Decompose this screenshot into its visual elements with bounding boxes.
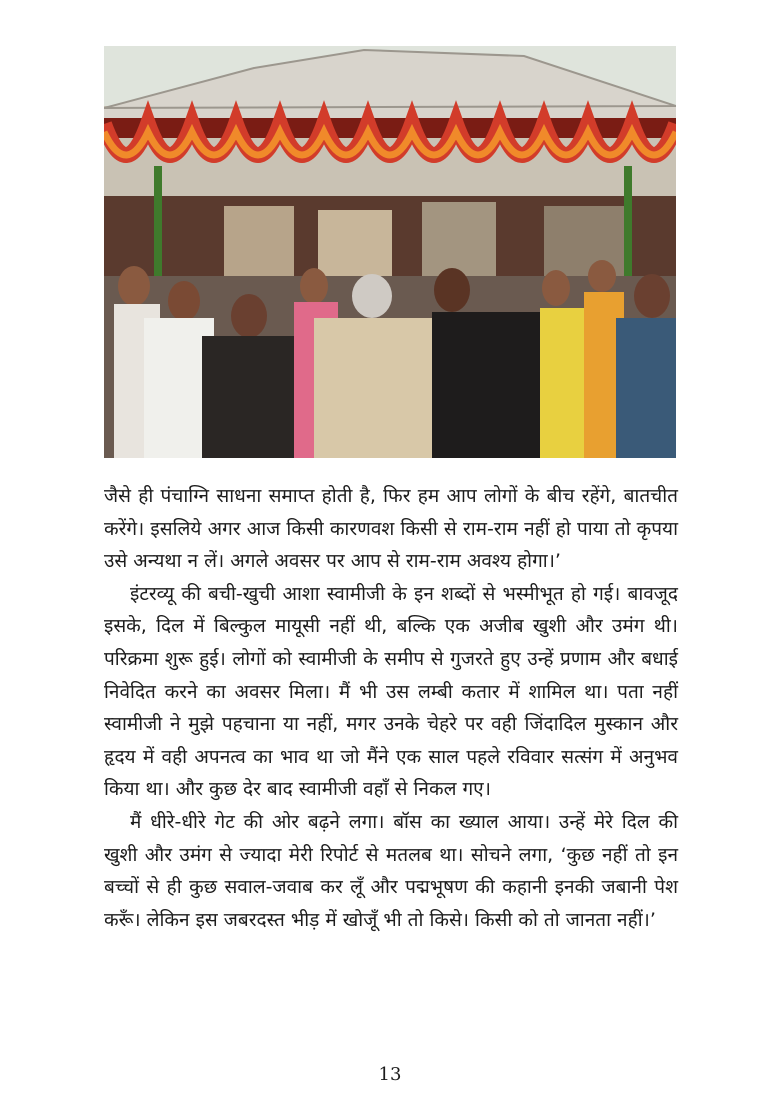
portrait-frame-2 — [318, 210, 392, 276]
paragraph-2: इंटरव्यू की बची-खुची आशा स्वामीजी के इन शब्दों से भस्मीभूत हो गई। बावजूद इसके, दिल में बिल्कुल मायूसी नहीं थी, बल्कि एक अजीब खुशी और उमंग थी। परिक्रमा शुरू हुई। लोगों को स्वामीजी के समीप से गुजरते हुए उन्हें प्रणाम और बधाई निवेदित करने का अवसर मिला। मैं भी उस लम्बी कतार में शामिल था। पता नहीं स्वामीजी ने मुझे पहचाना या नहीं, मगर उनके चेहरे पर वही जिंदादिल मुस्कान और हृदय में वही अपनत्व का भाव था जो मैंने एक साल पहले रविवार सत्संग में अनुभव किया था। और कुछ देर बाद स्वामीजी वहाँ से निकल गए। — [104, 582, 678, 801]
paragraph-3: मैं धीरे-धीरे गेट की ओर बढ़ने लगा। बॉस का ख्याल आया। उन्हें मेरे दिल की खुशी और उमंग से ज्यादा मेरी रिपोर्ट से मतलब था। सोचने लगा, ‘कुछ नहीं तो इन बच्चों से ही कुछ सवाल-जवाब कर लूँ और पद्मभूषण की कहानी इनकी जबानी पेश करूँ। लेकिन इस जबरदस्त भीड़ में खोजूँ भी तो किसे। किसी को तो जानता नहीं।’ — [104, 810, 678, 931]
page-number: 13 — [378, 1064, 402, 1085]
portrait-frame-1 — [224, 206, 294, 276]
paragraph-1: जैसे ही पंचाग्नि साधना समाप्त होती है, फिर हम आप लोगों के बीच रहेंगे, बातचीत करेंगे। इसलिये अगर आज किसी कारणवश किसी से राम-राम नहीं हो पाया तो कृपया उसे अन्यथा न लें। अगले अवसर पर आप से राम-राम अवश्य होगा।’ — [104, 485, 678, 573]
photo-illustration — [104, 46, 676, 458]
portrait-frame-3 — [422, 202, 496, 276]
body-text — [104, 480, 678, 936]
event-photo — [104, 46, 676, 458]
